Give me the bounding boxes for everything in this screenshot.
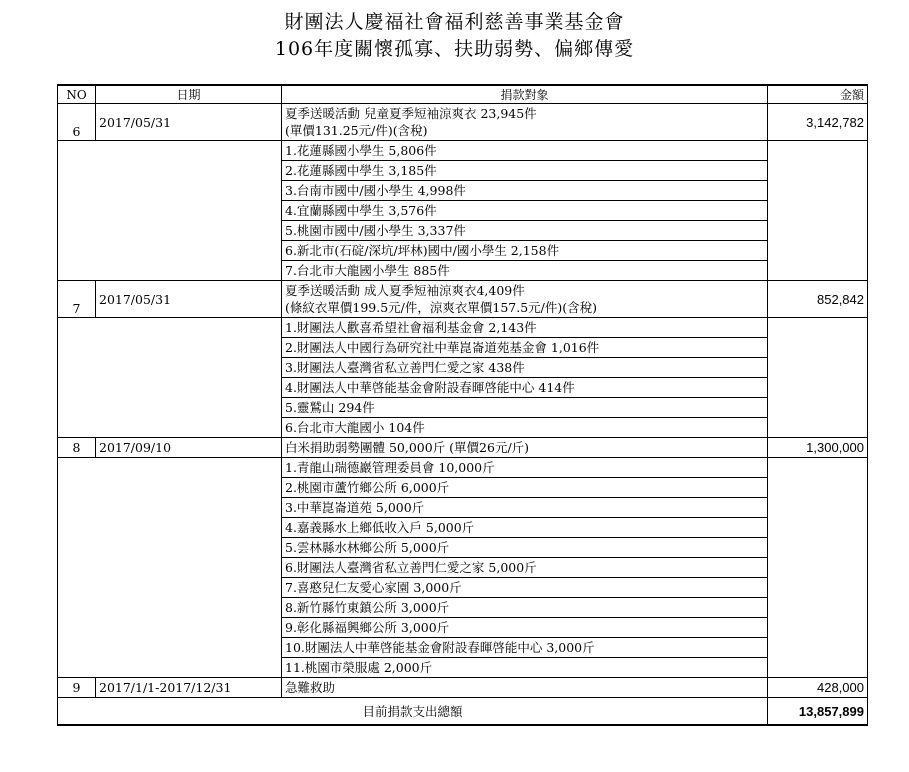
document-header bbox=[0, 10, 909, 62]
entry-date: 2017/1/1-2017/12/31 bbox=[96, 678, 282, 698]
recipient-item: 5.雲林縣水林鄉公所 5,000斤 bbox=[282, 538, 768, 558]
blank-cell bbox=[58, 458, 282, 678]
summary-line: 急難救助 bbox=[285, 680, 336, 695]
entry-date: 2017/05/31 bbox=[96, 281, 282, 318]
entry-summary bbox=[282, 678, 768, 698]
recipient-row bbox=[58, 318, 868, 338]
entry-amount: 3,142,782 bbox=[768, 104, 868, 141]
header-date: 日期 bbox=[96, 85, 282, 104]
table-header-row bbox=[58, 85, 868, 104]
entry-no: 7 bbox=[58, 281, 96, 318]
summary-line: (單價131.25元/件)(含稅) bbox=[285, 123, 428, 138]
blank-amount-cell bbox=[768, 141, 868, 281]
recipient-item: 1.青龍山瑞德巖管理委員會 10,000斤 bbox=[282, 458, 768, 478]
recipient-row bbox=[58, 458, 868, 478]
entry-date: 2017/05/31 bbox=[96, 104, 282, 141]
entry-amount: 852,842 bbox=[768, 281, 868, 318]
recipient-item: 2.桃園市蘆竹鄉公所 6,000斤 bbox=[282, 478, 768, 498]
recipient-item: 3.中華崑崙道苑 5,000斤 bbox=[282, 498, 768, 518]
recipient-item: 5.桃園市國中/國小學生 3,337件 bbox=[282, 221, 768, 241]
recipient-item: 2.財團法人中國行為研究社中華崑崙道苑基金會 1,016件 bbox=[282, 338, 768, 358]
recipient-item: 2.花蓮縣國中學生 3,185件 bbox=[282, 161, 768, 181]
entry-amount: 1,300,000 bbox=[768, 438, 868, 458]
blank-cell bbox=[58, 141, 282, 281]
total-row bbox=[58, 698, 868, 726]
recipient-item: 10.財團法人中華啓能基金會附設春暉啓能中心 3,000斤 bbox=[282, 638, 768, 658]
summary-line: (條紋衣單價199.5元/件，涼爽衣單價157.5元/件)(含稅) bbox=[285, 300, 598, 315]
entry-summary bbox=[282, 104, 768, 141]
summary-line: 夏季送暖活動 兒童夏季短袖涼爽衣 23,945件 bbox=[285, 106, 537, 121]
total-amount: 13,857,899 bbox=[768, 698, 868, 726]
entry-row bbox=[58, 281, 868, 318]
entry-summary bbox=[282, 438, 768, 458]
recipient-item: 4.嘉義縣水上鄉低收入戶 5,000斤 bbox=[282, 518, 768, 538]
blank-cell bbox=[58, 318, 282, 438]
recipient-item: 7.喜憨兒仁友愛心家園 3,000斤 bbox=[282, 578, 768, 598]
total-label: 目前捐款支出總額 bbox=[58, 698, 768, 726]
summary-line: 白米捐助弱勢團體 50,000斤 (單價26元/斤) bbox=[285, 440, 530, 455]
recipient-item: 1.財團法人歡喜希望社會福利基金會 2,143件 bbox=[282, 318, 768, 338]
recipient-item: 6.財團法人臺灣省私立善門仁愛之家 5,000斤 bbox=[282, 558, 768, 578]
recipient-item: 6.台北市大龍國小 104件 bbox=[282, 418, 768, 438]
recipient-item: 4.宜蘭縣國中學生 3,576件 bbox=[282, 201, 768, 221]
entry-summary bbox=[282, 281, 768, 318]
entry-no: 9 bbox=[58, 678, 96, 698]
recipient-item: 7.台北市大龍國小學生 885件 bbox=[282, 261, 768, 281]
recipient-item: 5.靈鷲山 294件 bbox=[282, 398, 768, 418]
header-no: NO bbox=[58, 85, 96, 104]
header-description: 捐款對象 bbox=[282, 85, 768, 104]
recipient-item: 11.桃園市榮服處 2,000斤 bbox=[282, 658, 768, 678]
recipient-row bbox=[58, 141, 868, 161]
blank-amount-cell bbox=[768, 318, 868, 438]
recipient-item: 4.財團法人中華啓能基金會附設春暉啓能中心 414件 bbox=[282, 378, 768, 398]
document-subtitle: 106年度關懷孤寡、扶助弱勢、偏鄉傳愛 bbox=[274, 38, 635, 60]
donation-table bbox=[57, 84, 868, 726]
recipient-item: 8.新竹縣竹東鎮公所 3,000斤 bbox=[282, 598, 768, 618]
entry-amount: 428,000 bbox=[768, 678, 868, 698]
entry-no: 6 bbox=[58, 104, 96, 141]
entry-row bbox=[58, 438, 868, 458]
recipient-item: 3.台南市國中/國小學生 4,998件 bbox=[282, 181, 768, 201]
recipient-item: 3.財團法人臺灣省私立善門仁愛之家 438件 bbox=[282, 358, 768, 378]
document-title: 財團法人慶福社會福利慈善事業基金會 bbox=[284, 11, 625, 33]
entry-row bbox=[58, 678, 868, 698]
summary-line: 夏季送暖活動 成人夏季短袖涼爽衣4,409件 bbox=[285, 283, 525, 298]
entry-no: 8 bbox=[58, 438, 96, 458]
recipient-item: 9.彰化縣福興鄉公所 3,000斤 bbox=[282, 618, 768, 638]
blank-amount-cell bbox=[768, 458, 868, 678]
header-amount: 金額 bbox=[768, 85, 868, 104]
entry-row bbox=[58, 104, 868, 141]
recipient-item: 6.新北市(石碇/深坑/坪林)國中/國小學生 2,158件 bbox=[282, 241, 768, 261]
recipient-item: 1.花蓮縣國小學生 5,806件 bbox=[282, 141, 768, 161]
entry-date: 2017/09/10 bbox=[96, 438, 282, 458]
